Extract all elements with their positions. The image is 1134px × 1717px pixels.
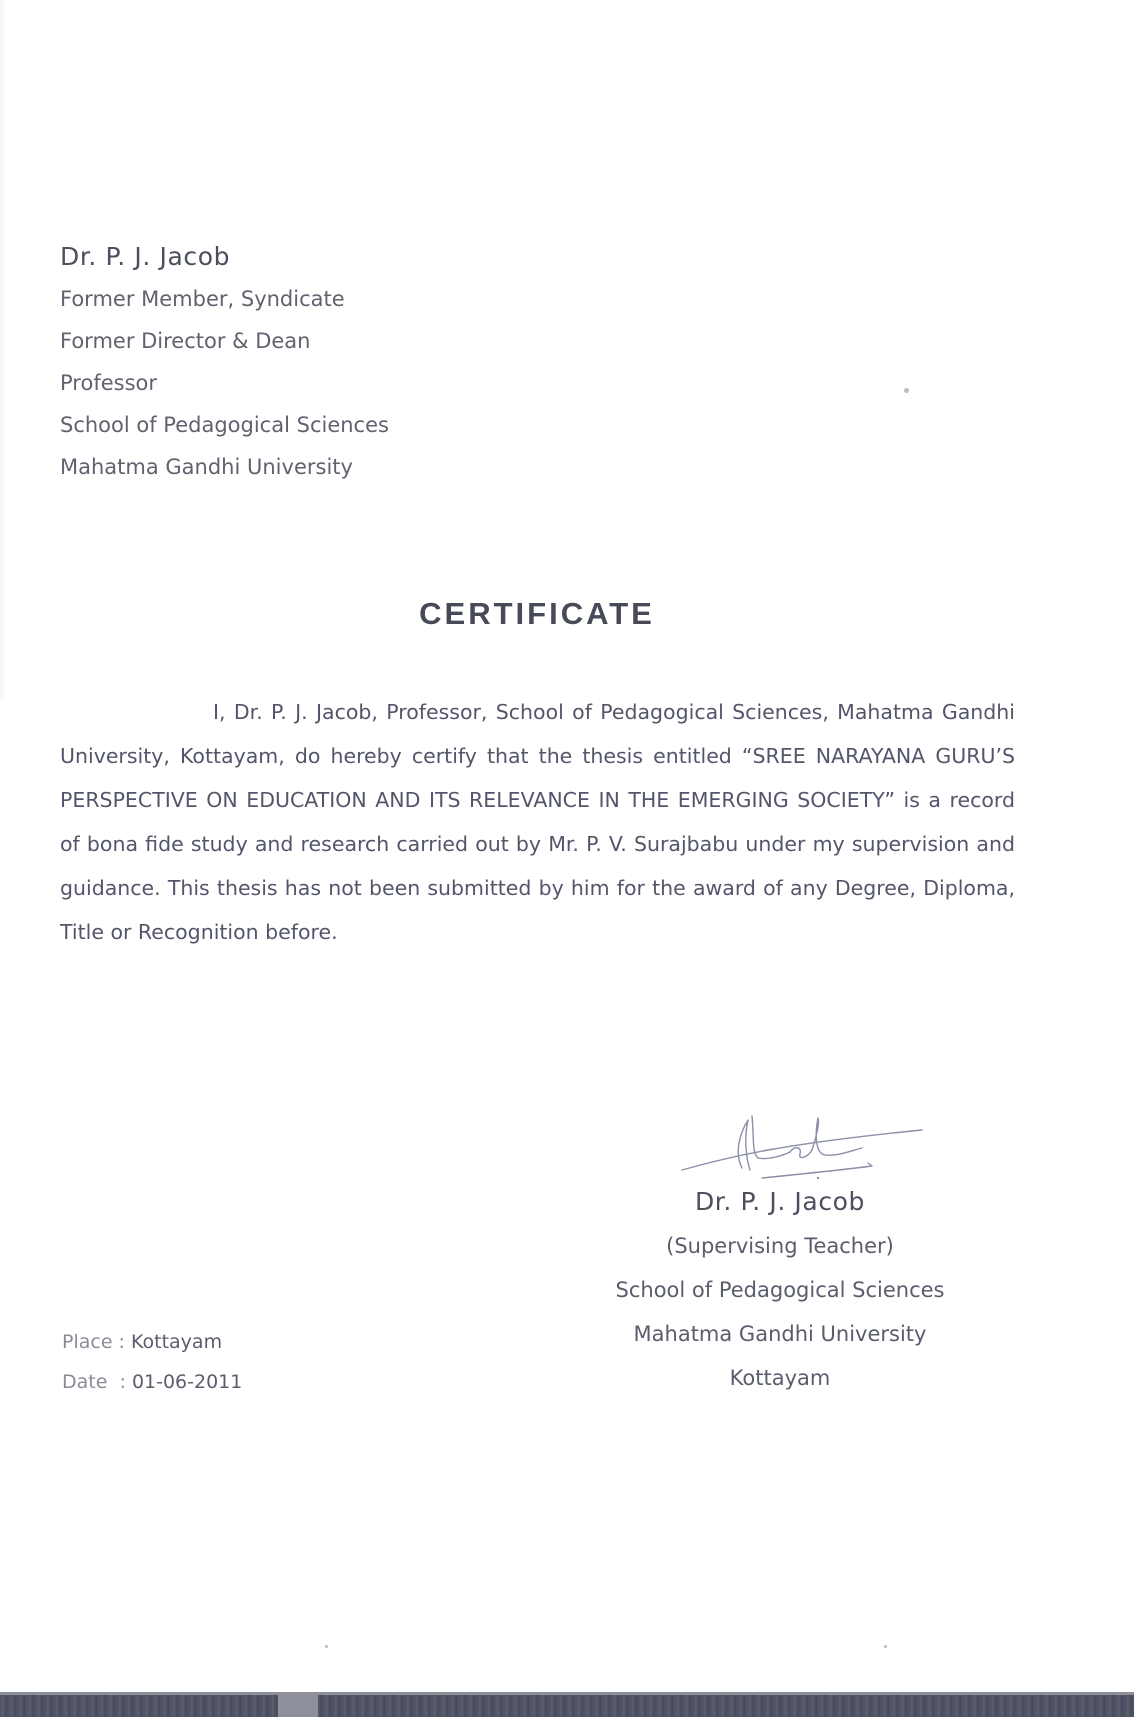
scan-left-edge xyxy=(0,0,6,700)
place-date-block xyxy=(62,1322,242,1402)
scan-bottom-strip xyxy=(0,1692,1134,1717)
scan-strip-edge xyxy=(0,1692,1134,1695)
scan-speck xyxy=(325,1645,328,1648)
scan-strip-light-patch xyxy=(278,1692,318,1717)
letterhead-name: Dr. P. J. Jacob xyxy=(60,242,231,271)
letterhead-line-university: Mahatma Gandhi University xyxy=(60,455,353,479)
signatory-school: School of Pedagogical Sciences xyxy=(615,1278,945,1302)
signatory-role: (Supervising Teacher) xyxy=(666,1234,894,1258)
letterhead-line-director: Former Director & Dean xyxy=(60,329,311,353)
letterhead-line-syndicate: Former Member, Syndicate xyxy=(60,287,345,311)
place-label: Place : xyxy=(62,1331,131,1353)
scan-speck xyxy=(904,388,909,393)
certificate-title: CERTIFICATE xyxy=(419,596,655,631)
scan-speck xyxy=(884,1645,887,1648)
signature-stroke-initial xyxy=(738,1116,790,1170)
place-row xyxy=(62,1322,242,1362)
signatory-name: Dr. P. J. Jacob xyxy=(694,1187,866,1216)
signature-stroke-underline xyxy=(682,1130,922,1170)
signatory-university: Mahatma Gandhi University xyxy=(633,1322,927,1346)
date-value: 01-06-2011 xyxy=(131,1371,243,1393)
letterhead xyxy=(60,236,389,488)
place-value: Kottayam xyxy=(131,1331,223,1353)
signature-stroke-tail xyxy=(762,1163,872,1178)
signature-dot xyxy=(817,1177,819,1179)
signatory-block xyxy=(570,1180,990,1400)
signatory-city: Kottayam xyxy=(729,1366,831,1390)
signature-icon xyxy=(672,1108,932,1183)
letterhead-line-school: School of Pedagogical Sciences xyxy=(60,413,389,437)
letterhead-line-professor: Professor xyxy=(60,371,157,395)
date-row xyxy=(62,1362,242,1402)
certificate-body: I, Dr. P. J. Jacob, Professor, School of Pedagogical Sciences, Mahatma Gandhi University, Kottayam, do hereby certify that the thesis entitled “SREE NARAYANA GURU’S PERSPECTIVE ON EDUCATION AND ITS RELEVANCE IN THE EMERGING SOCIETY” is a record of bona fide study and research carried out by Mr. P. V. Surajbabu under my supervision and guidance. This thesis has not been submitted by him for the award of any Degree, Diploma, Title or Recognition before. xyxy=(60,700,1015,944)
date-label: Date : xyxy=(62,1371,132,1393)
